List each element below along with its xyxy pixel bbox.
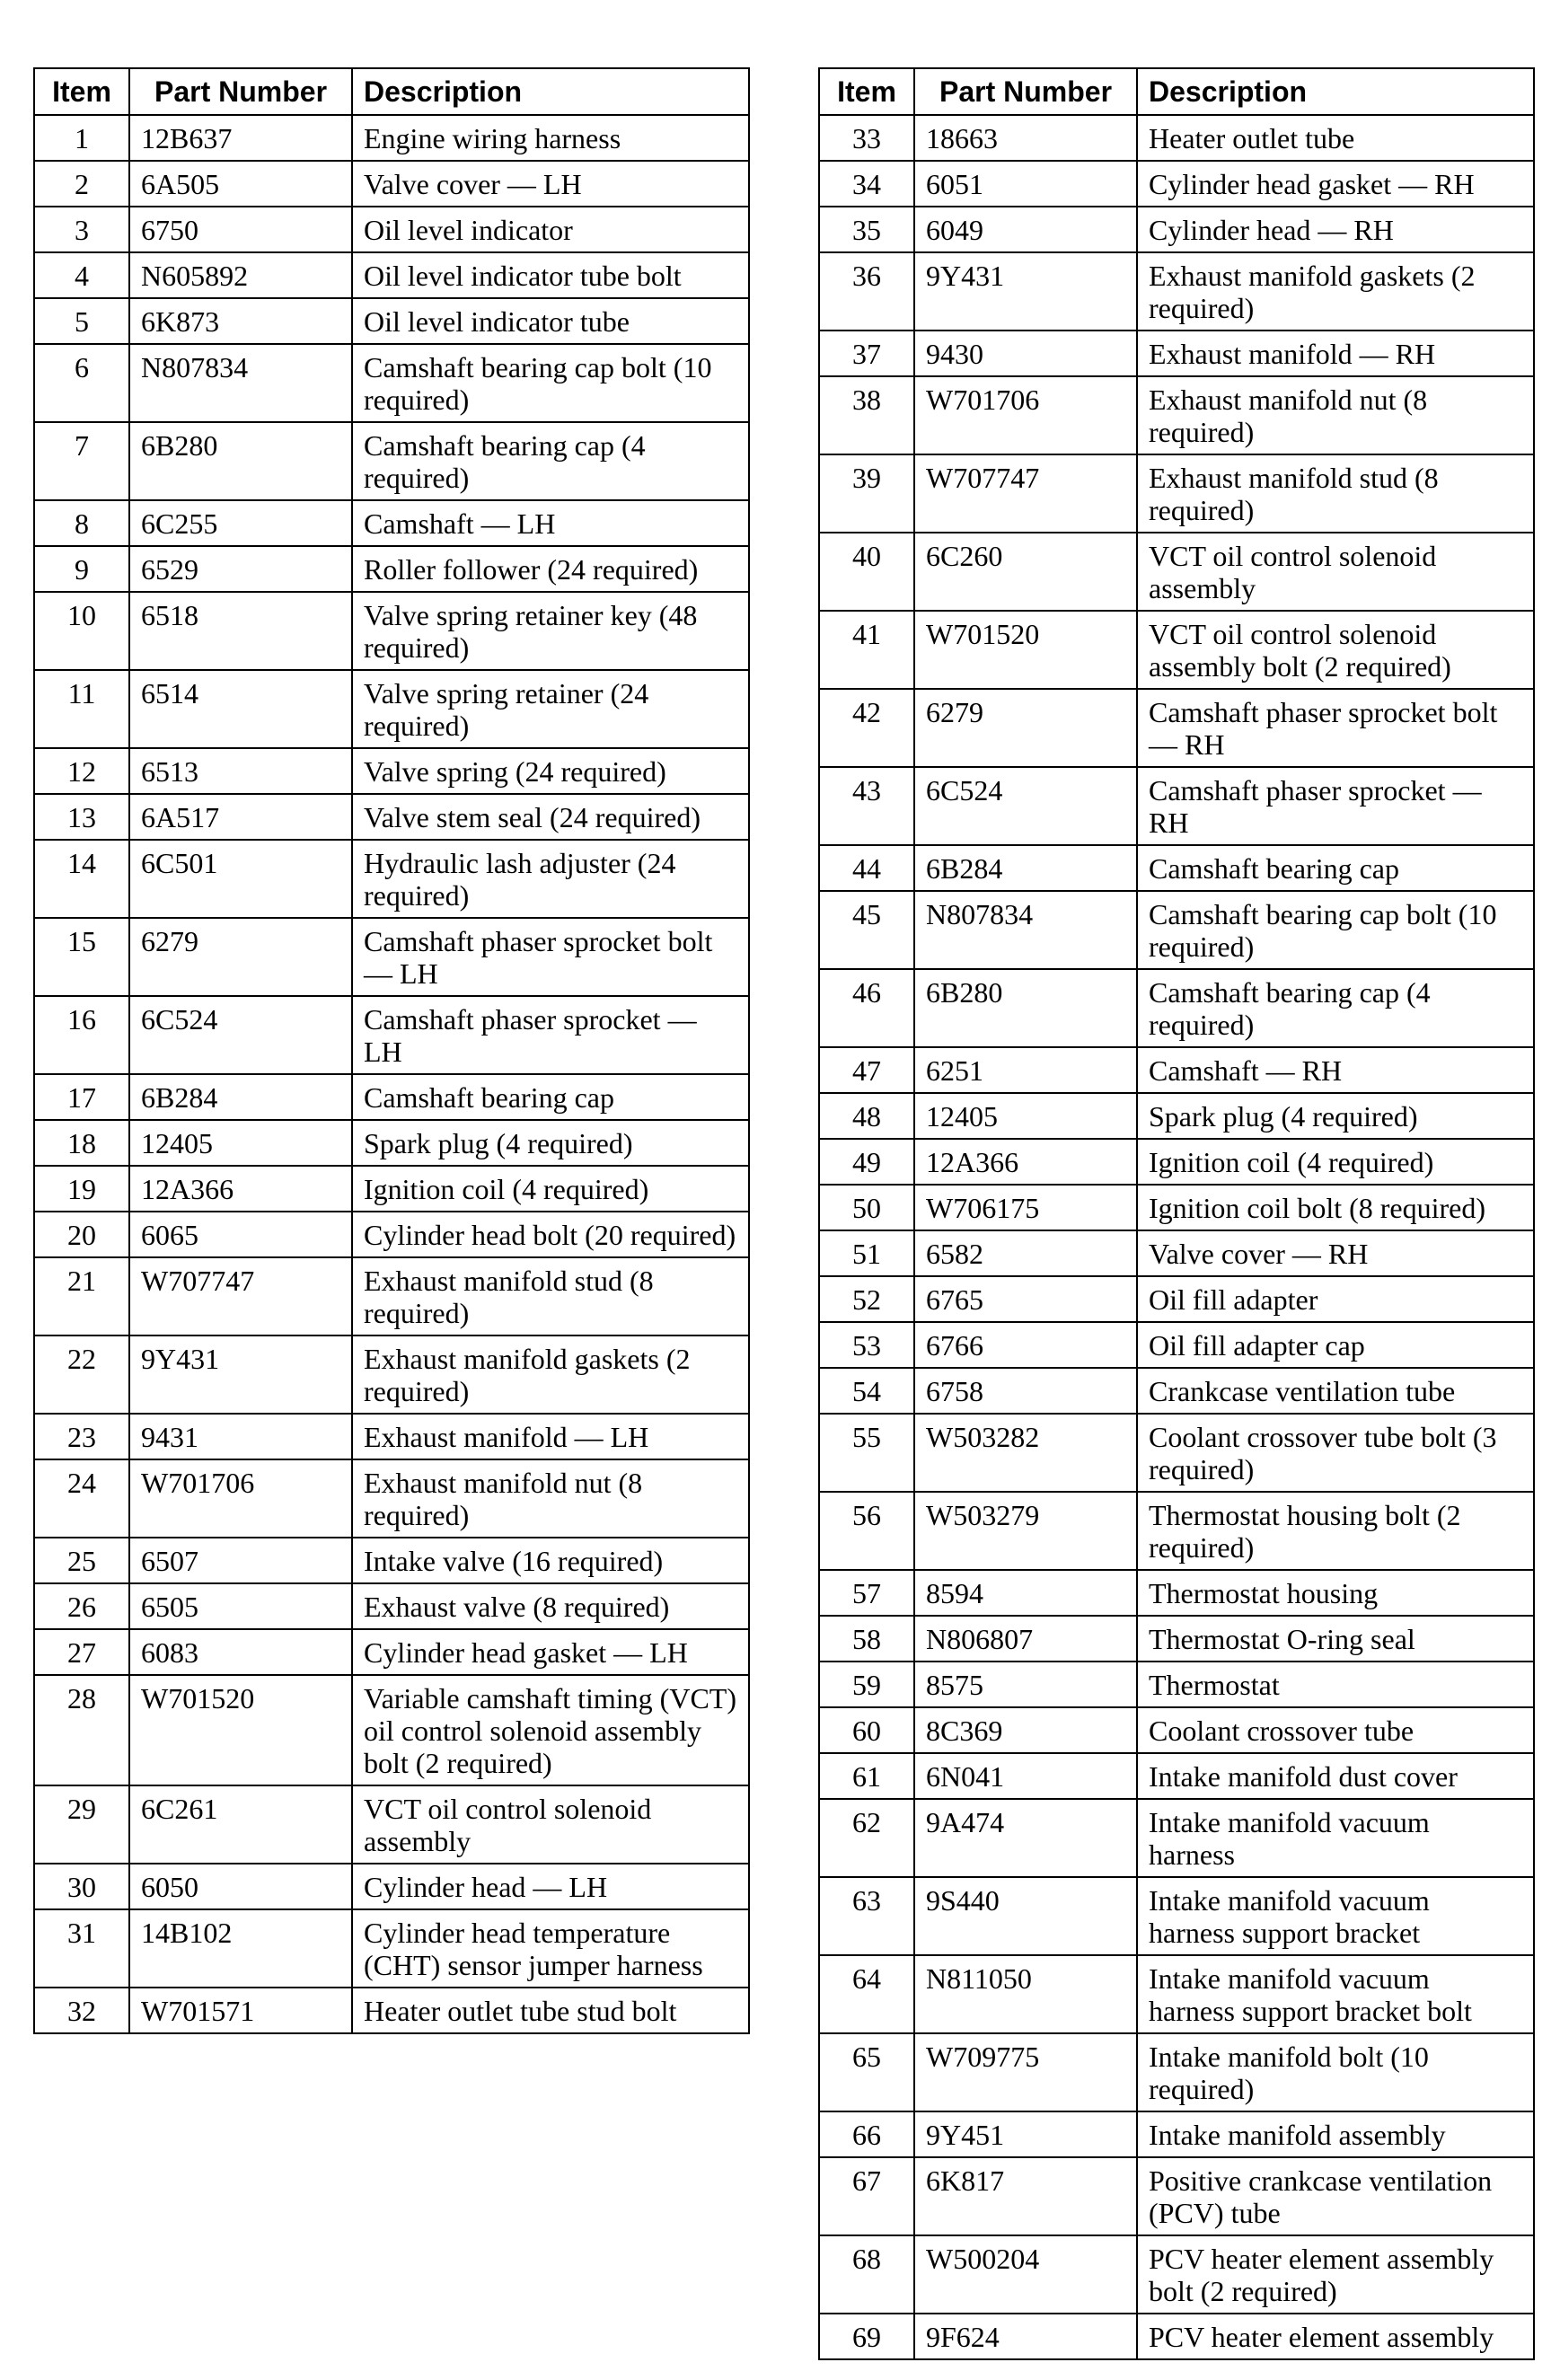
table-row xyxy=(34,344,749,422)
part-number-cell: 8575 xyxy=(914,1662,1137,1707)
table-row xyxy=(819,376,1534,454)
table-row xyxy=(34,1257,749,1335)
table-row xyxy=(34,1459,749,1538)
item-cell: 12 xyxy=(34,748,129,794)
item-cell: 37 xyxy=(819,331,914,376)
description-cell: Exhaust manifold nut (8 required) xyxy=(352,1459,749,1538)
table-row xyxy=(819,1368,1534,1414)
description-cell: Camshaft bearing cap bolt (10 required) xyxy=(352,344,749,422)
item-cell: 2 xyxy=(34,161,129,207)
item-cell: 63 xyxy=(819,1877,914,1955)
description-cell: Valve cover — LH xyxy=(352,161,749,207)
item-cell: 23 xyxy=(34,1414,129,1459)
part-number-cell: 6582 xyxy=(914,1230,1137,1276)
description-cell: Coolant crossover tube xyxy=(1137,1707,1534,1753)
header-description: Description xyxy=(352,68,749,115)
item-cell: 16 xyxy=(34,996,129,1074)
part-number-cell: 9F624 xyxy=(914,2314,1137,2359)
description-cell: Valve spring retainer key (48 required) xyxy=(352,592,749,670)
header-item: Item xyxy=(34,68,129,115)
part-number-cell: 6065 xyxy=(129,1212,352,1257)
table-row xyxy=(819,767,1534,845)
description-cell: Camshaft phaser sprocket bolt — LH xyxy=(352,918,749,996)
table-row xyxy=(819,2111,1534,2157)
table-row xyxy=(34,252,749,298)
item-cell: 32 xyxy=(34,1988,129,2033)
item-cell: 40 xyxy=(819,533,914,611)
part-number-cell: 6765 xyxy=(914,1276,1137,1322)
item-cell: 60 xyxy=(819,1707,914,1753)
table-row xyxy=(34,298,749,344)
item-cell: 29 xyxy=(34,1785,129,1864)
item-cell: 53 xyxy=(819,1322,914,1368)
part-number-cell: 6A517 xyxy=(129,794,352,840)
table-row xyxy=(819,1753,1534,1799)
description-cell: Engine wiring harness xyxy=(352,115,749,161)
part-number-cell: 12A366 xyxy=(914,1139,1137,1185)
table-row xyxy=(819,1492,1534,1570)
item-cell: 64 xyxy=(819,1955,914,2033)
table-header-row xyxy=(34,68,749,115)
description-cell: Exhaust manifold stud (8 required) xyxy=(352,1257,749,1335)
table-row xyxy=(819,689,1534,767)
item-cell: 9 xyxy=(34,546,129,592)
table-row xyxy=(819,1707,1534,1753)
part-number-cell: 6C524 xyxy=(129,996,352,1074)
description-cell: Camshaft phaser sprocket bolt — RH xyxy=(1137,689,1534,767)
item-cell: 56 xyxy=(819,1492,914,1570)
description-cell: Crankcase ventilation tube xyxy=(1137,1368,1534,1414)
table-row xyxy=(34,794,749,840)
part-number-cell: 6C261 xyxy=(129,1785,352,1864)
item-cell: 55 xyxy=(819,1414,914,1492)
part-number-cell: N807834 xyxy=(129,344,352,422)
description-cell: Valve stem seal (24 required) xyxy=(352,794,749,840)
description-cell: Positive crankcase ventilation (PCV) tube xyxy=(1137,2157,1534,2235)
table-row xyxy=(34,1120,749,1166)
table-row xyxy=(819,331,1534,376)
header-part-number: Part Number xyxy=(129,68,352,115)
item-cell: 13 xyxy=(34,794,129,840)
table-row xyxy=(34,1212,749,1257)
table-row xyxy=(819,2157,1534,2235)
description-cell: Intake manifold vacuum harness support bracket xyxy=(1137,1877,1534,1955)
part-number-cell: W707747 xyxy=(914,454,1137,533)
description-cell: Thermostat O-ring seal xyxy=(1137,1616,1534,1662)
header-part-number: Part Number xyxy=(914,68,1137,115)
part-number-cell: 6049 xyxy=(914,207,1137,252)
item-cell: 52 xyxy=(819,1276,914,1322)
table-row xyxy=(819,1185,1534,1230)
table-row xyxy=(819,2033,1534,2111)
description-cell: Cylinder head gasket — RH xyxy=(1137,161,1534,207)
description-cell: Ignition coil bolt (8 required) xyxy=(1137,1185,1534,1230)
table-row xyxy=(819,969,1534,1047)
part-number-cell: W701706 xyxy=(914,376,1137,454)
description-cell: Exhaust manifold gaskets (2 required) xyxy=(1137,252,1534,331)
item-cell: 36 xyxy=(819,252,914,331)
table-row xyxy=(819,252,1534,331)
part-number-cell: W503279 xyxy=(914,1492,1137,1570)
description-cell: Exhaust manifold nut (8 required) xyxy=(1137,376,1534,454)
header-description: Description xyxy=(1137,68,1534,115)
item-cell: 35 xyxy=(819,207,914,252)
part-number-cell: N605892 xyxy=(129,252,352,298)
item-cell: 69 xyxy=(819,2314,914,2359)
item-cell: 57 xyxy=(819,1570,914,1616)
table-row xyxy=(819,454,1534,533)
part-number-cell: W701706 xyxy=(129,1459,352,1538)
description-cell: VCT oil control solenoid assembly xyxy=(1137,533,1534,611)
table-row xyxy=(34,1629,749,1675)
item-cell: 14 xyxy=(34,840,129,918)
item-cell: 7 xyxy=(34,422,129,500)
table-row xyxy=(819,1276,1534,1322)
table-row xyxy=(34,115,749,161)
table-row xyxy=(819,2314,1534,2359)
description-cell: Cylinder head temperature (CHT) sensor jumper harness xyxy=(352,1909,749,1988)
part-number-cell: 9Y431 xyxy=(914,252,1137,331)
table-row xyxy=(34,592,749,670)
table-row xyxy=(819,1955,1534,2033)
table-row xyxy=(819,845,1534,891)
item-cell: 33 xyxy=(819,115,914,161)
description-cell: Heater outlet tube xyxy=(1137,115,1534,161)
item-cell: 31 xyxy=(34,1909,129,1988)
table-row xyxy=(34,1538,749,1583)
item-cell: 8 xyxy=(34,500,129,546)
description-cell: Intake manifold assembly xyxy=(1137,2111,1534,2157)
description-cell: Ignition coil (4 required) xyxy=(352,1166,749,1212)
table-row xyxy=(34,1414,749,1459)
part-number-cell: W503282 xyxy=(914,1414,1137,1492)
item-cell: 65 xyxy=(819,2033,914,2111)
description-cell: Exhaust manifold — RH xyxy=(1137,331,1534,376)
parts-table-left xyxy=(33,67,750,2034)
item-cell: 50 xyxy=(819,1185,914,1230)
item-cell: 43 xyxy=(819,767,914,845)
description-cell: Oil fill adapter xyxy=(1137,1276,1534,1322)
description-cell: Thermostat xyxy=(1137,1662,1534,1707)
description-cell: Oil level indicator tube xyxy=(352,298,749,344)
description-cell: Camshaft bearing cap (4 required) xyxy=(352,422,749,500)
part-number-cell: 6B284 xyxy=(129,1074,352,1120)
item-cell: 19 xyxy=(34,1166,129,1212)
description-cell: Oil fill adapter cap xyxy=(1137,1322,1534,1368)
parts-table-right-body xyxy=(819,115,1534,2359)
table-row xyxy=(819,1570,1534,1616)
part-number-cell: W706175 xyxy=(914,1185,1137,1230)
item-cell: 38 xyxy=(819,376,914,454)
part-number-cell: N807834 xyxy=(914,891,1137,969)
part-number-cell: 9Y451 xyxy=(914,2111,1137,2157)
item-cell: 28 xyxy=(34,1675,129,1785)
part-number-cell: 6C255 xyxy=(129,500,352,546)
item-cell: 11 xyxy=(34,670,129,748)
part-number-cell: 9431 xyxy=(129,1414,352,1459)
table-row xyxy=(819,207,1534,252)
description-cell: Intake manifold vacuum harness support bracket bolt xyxy=(1137,1955,1534,2033)
part-number-cell: 6K873 xyxy=(129,298,352,344)
table-row xyxy=(34,1675,749,1785)
part-number-cell: 6B280 xyxy=(129,422,352,500)
table-row xyxy=(819,1093,1534,1139)
item-cell: 59 xyxy=(819,1662,914,1707)
item-cell: 25 xyxy=(34,1538,129,1583)
table-row xyxy=(34,918,749,996)
table-row xyxy=(34,207,749,252)
item-cell: 26 xyxy=(34,1583,129,1629)
item-cell: 68 xyxy=(819,2235,914,2314)
item-cell: 20 xyxy=(34,1212,129,1257)
table-row xyxy=(34,1864,749,1909)
table-row xyxy=(819,611,1534,689)
item-cell: 6 xyxy=(34,344,129,422)
part-number-cell: W701520 xyxy=(914,611,1137,689)
description-cell: Hydraulic lash adjuster (24 required) xyxy=(352,840,749,918)
part-number-cell: 12B637 xyxy=(129,115,352,161)
description-cell: Intake manifold bolt (10 required) xyxy=(1137,2033,1534,2111)
item-cell: 4 xyxy=(34,252,129,298)
description-cell: VCT oil control solenoid assembly xyxy=(352,1785,749,1864)
part-number-cell: 6A505 xyxy=(129,161,352,207)
part-number-cell: 6514 xyxy=(129,670,352,748)
part-number-cell: 14B102 xyxy=(129,1909,352,1988)
part-number-cell: 6C501 xyxy=(129,840,352,918)
table-row xyxy=(34,422,749,500)
part-number-cell: 9430 xyxy=(914,331,1137,376)
description-cell: Intake manifold dust cover xyxy=(1137,1753,1534,1799)
item-cell: 39 xyxy=(819,454,914,533)
description-cell: Cylinder head bolt (20 required) xyxy=(352,1212,749,1257)
part-number-cell: 6758 xyxy=(914,1368,1137,1414)
description-cell: Camshaft — RH xyxy=(1137,1047,1534,1093)
part-number-cell: N811050 xyxy=(914,1955,1137,2033)
table-row xyxy=(819,1414,1534,1492)
part-number-cell: W709775 xyxy=(914,2033,1137,2111)
table-row xyxy=(819,1877,1534,1955)
table-row xyxy=(34,1335,749,1414)
description-cell: Intake valve (16 required) xyxy=(352,1538,749,1583)
description-cell: PCV heater element assembly xyxy=(1137,2314,1534,2359)
description-cell: Camshaft bearing cap bolt (10 required) xyxy=(1137,891,1534,969)
table-row xyxy=(819,1662,1534,1707)
description-cell: Camshaft phaser sprocket — RH xyxy=(1137,767,1534,845)
description-cell: Oil level indicator tube bolt xyxy=(352,252,749,298)
item-cell: 41 xyxy=(819,611,914,689)
description-cell: Exhaust manifold stud (8 required) xyxy=(1137,454,1534,533)
part-number-cell: 6051 xyxy=(914,161,1137,207)
item-cell: 5 xyxy=(34,298,129,344)
description-cell: Camshaft bearing cap xyxy=(352,1074,749,1120)
table-row xyxy=(819,891,1534,969)
part-number-cell: 6251 xyxy=(914,1047,1137,1093)
item-cell: 22 xyxy=(34,1335,129,1414)
part-number-cell: 6750 xyxy=(129,207,352,252)
item-cell: 24 xyxy=(34,1459,129,1538)
part-number-cell: 6766 xyxy=(914,1322,1137,1368)
part-number-cell: 6513 xyxy=(129,748,352,794)
item-cell: 48 xyxy=(819,1093,914,1139)
description-cell: Camshaft bearing cap xyxy=(1137,845,1534,891)
parts-table-right xyxy=(818,67,1535,2360)
description-cell: Ignition coil (4 required) xyxy=(1137,1139,1534,1185)
description-cell: Exhaust manifold — LH xyxy=(352,1414,749,1459)
description-cell: Camshaft — LH xyxy=(352,500,749,546)
part-number-cell: W707747 xyxy=(129,1257,352,1335)
description-cell: Thermostat housing xyxy=(1137,1570,1534,1616)
item-cell: 21 xyxy=(34,1257,129,1335)
part-number-cell: 12405 xyxy=(129,1120,352,1166)
description-cell: Spark plug (4 required) xyxy=(1137,1093,1534,1139)
part-number-cell: 6279 xyxy=(129,918,352,996)
item-cell: 17 xyxy=(34,1074,129,1120)
table-row xyxy=(34,1074,749,1120)
part-number-cell: 6B280 xyxy=(914,969,1137,1047)
parts-table-left-body xyxy=(34,115,749,2033)
table-row xyxy=(819,1616,1534,1662)
description-cell: Oil level indicator xyxy=(352,207,749,252)
description-cell: Valve cover — RH xyxy=(1137,1230,1534,1276)
part-number-cell: 6N041 xyxy=(914,1753,1137,1799)
part-number-cell: 6K817 xyxy=(914,2157,1137,2235)
table-row xyxy=(34,546,749,592)
part-number-cell: 9Y431 xyxy=(129,1335,352,1414)
part-number-cell: 6C524 xyxy=(914,767,1137,845)
table-row xyxy=(34,670,749,748)
item-cell: 66 xyxy=(819,2111,914,2157)
part-number-cell: 8C369 xyxy=(914,1707,1137,1753)
part-number-cell: W701571 xyxy=(129,1988,352,2033)
part-number-cell: 8594 xyxy=(914,1570,1137,1616)
table-row xyxy=(34,1909,749,1988)
item-cell: 54 xyxy=(819,1368,914,1414)
table-row xyxy=(34,1166,749,1212)
description-cell: Spark plug (4 required) xyxy=(352,1120,749,1166)
item-cell: 18 xyxy=(34,1120,129,1166)
table-row xyxy=(819,1139,1534,1185)
part-number-cell: 6050 xyxy=(129,1864,352,1909)
part-number-cell: 6505 xyxy=(129,1583,352,1629)
item-cell: 1 xyxy=(34,115,129,161)
part-number-cell: 18663 xyxy=(914,115,1137,161)
description-cell: Heater outlet tube stud bolt xyxy=(352,1988,749,2033)
item-cell: 3 xyxy=(34,207,129,252)
table-row xyxy=(34,1583,749,1629)
table-row xyxy=(34,161,749,207)
part-number-cell: 6507 xyxy=(129,1538,352,1583)
part-number-cell: 6C260 xyxy=(914,533,1137,611)
part-number-cell: 6518 xyxy=(129,592,352,670)
part-number-cell: 9A474 xyxy=(914,1799,1137,1877)
table-row xyxy=(819,161,1534,207)
item-cell: 61 xyxy=(819,1753,914,1799)
table-row xyxy=(34,996,749,1074)
table-row xyxy=(34,748,749,794)
table-row xyxy=(819,533,1534,611)
description-cell: Camshaft bearing cap (4 required) xyxy=(1137,969,1534,1047)
table-row xyxy=(819,2235,1534,2314)
table-row xyxy=(819,115,1534,161)
description-cell: Camshaft phaser sprocket — LH xyxy=(352,996,749,1074)
part-number-cell: 12A366 xyxy=(129,1166,352,1212)
item-cell: 27 xyxy=(34,1629,129,1675)
part-number-cell: 6B284 xyxy=(914,845,1137,891)
description-cell: Cylinder head — RH xyxy=(1137,207,1534,252)
description-cell: VCT oil control solenoid assembly bolt (2 required) xyxy=(1137,611,1534,689)
item-cell: 10 xyxy=(34,592,129,670)
item-cell: 58 xyxy=(819,1616,914,1662)
description-cell: Valve spring retainer (24 required) xyxy=(352,670,749,748)
description-cell: Exhaust valve (8 required) xyxy=(352,1583,749,1629)
table-row xyxy=(819,1799,1534,1877)
table-row xyxy=(34,840,749,918)
item-cell: 46 xyxy=(819,969,914,1047)
item-cell: 30 xyxy=(34,1864,129,1909)
description-cell: Thermostat housing bolt (2 required) xyxy=(1137,1492,1534,1570)
table-row xyxy=(34,500,749,546)
item-cell: 51 xyxy=(819,1230,914,1276)
item-cell: 49 xyxy=(819,1139,914,1185)
table-row xyxy=(819,1047,1534,1093)
description-cell: Intake manifold vacuum harness xyxy=(1137,1799,1534,1877)
description-cell: Valve spring (24 required) xyxy=(352,748,749,794)
item-cell: 45 xyxy=(819,891,914,969)
part-number-cell: W701520 xyxy=(129,1675,352,1785)
description-cell: Coolant crossover tube bolt (3 required) xyxy=(1137,1414,1534,1492)
table-row xyxy=(34,1988,749,2033)
description-cell: PCV heater element assembly bolt (2 required) xyxy=(1137,2235,1534,2314)
description-cell: Cylinder head gasket — LH xyxy=(352,1629,749,1675)
part-number-cell: 6529 xyxy=(129,546,352,592)
item-cell: 44 xyxy=(819,845,914,891)
part-number-cell: 6279 xyxy=(914,689,1137,767)
item-cell: 34 xyxy=(819,161,914,207)
part-number-cell: 6083 xyxy=(129,1629,352,1675)
table-row xyxy=(819,1322,1534,1368)
item-cell: 67 xyxy=(819,2157,914,2235)
part-number-cell: W500204 xyxy=(914,2235,1137,2314)
table-row xyxy=(819,1230,1534,1276)
table-row xyxy=(34,1785,749,1864)
description-cell: Variable camshaft timing (VCT) oil control solenoid assembly bolt (2 required) xyxy=(352,1675,749,1785)
table-header-row xyxy=(819,68,1534,115)
description-cell: Roller follower (24 required) xyxy=(352,546,749,592)
header-item: Item xyxy=(819,68,914,115)
description-cell: Cylinder head — LH xyxy=(352,1864,749,1909)
item-cell: 47 xyxy=(819,1047,914,1093)
item-cell: 62 xyxy=(819,1799,914,1877)
part-number-cell: 9S440 xyxy=(914,1877,1137,1955)
description-cell: Exhaust manifold gaskets (2 required) xyxy=(352,1335,749,1414)
item-cell: 15 xyxy=(34,918,129,996)
part-number-cell: N806807 xyxy=(914,1616,1137,1662)
part-number-cell: 12405 xyxy=(914,1093,1137,1139)
item-cell: 42 xyxy=(819,689,914,767)
